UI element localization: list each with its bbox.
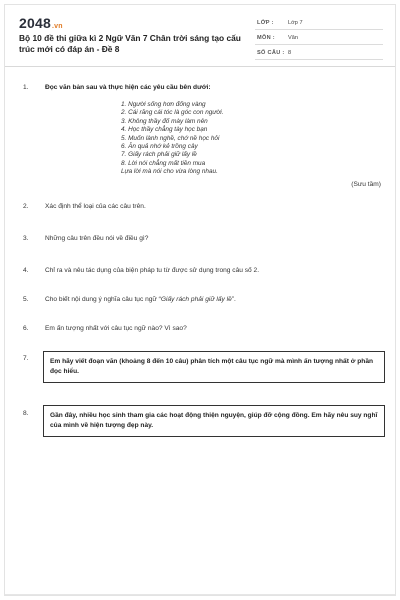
question-number: 3. <box>23 235 29 242</box>
logo-main: 2048 <box>19 15 51 31</box>
worksheet-header <box>5 5 395 67</box>
meta-row-subject <box>255 30 383 45</box>
question-number: 7. <box>23 355 29 362</box>
proverb-line: 6. Ăn quả nhớ kẻ trồng cây <box>121 143 198 151</box>
question-8-box: Gần đây, nhiều học sinh tham gia các hoạt động thiện nguyện, giúp đỡ cộng đồng. Em hãy nêu suy nghĩ của mình về hiện tượng đẹp này. <box>43 405 385 437</box>
meta-row-question-count <box>255 45 383 60</box>
logo-suffix: .vn <box>51 23 63 30</box>
site-logo[interactable] <box>19 15 63 31</box>
meta-label: MÔN : <box>257 35 275 41</box>
proverb-line: 8. Lời nói chẳng mất tiền mua <box>121 159 206 167</box>
proverb-line: 4. Học thầy chẳng tày học bạn <box>121 126 208 134</box>
quoted-proverb: Giấy rách phải giữ lấy lề <box>160 296 232 303</box>
question-text: Xác định thể loại của các câu trên. <box>45 203 146 210</box>
proverb-line: 2. Cái răng cái tóc là góc con người. <box>121 109 224 117</box>
proverb-line: Lựa lời mà nói cho vừa lòng nhau. <box>121 168 218 176</box>
question-number: 4. <box>23 267 29 274</box>
question-text: Chỉ ra và nêu tác dụng của biện pháp tu từ được sử dụng trong câu số 2. <box>45 267 260 274</box>
question-text: Đọc văn bản sau và thực hiện các yêu cầu bên dưới: <box>45 84 211 91</box>
proverb-line: 3. Không thầy đố mày làm nên <box>121 117 208 125</box>
meta-row-grade <box>255 15 383 30</box>
meta-value: Văn <box>288 35 298 41</box>
source-note: (Sưu tầm) <box>351 181 381 188</box>
meta-value: Lớp 7 <box>288 20 303 26</box>
question-number: 5. <box>23 296 29 303</box>
proverb-line: 1. Người sống hơn đống vàng <box>121 101 206 108</box>
question-text-after: ”. <box>231 296 236 303</box>
meta-info <box>255 15 383 60</box>
question-text <box>45 295 236 304</box>
question-text: Những câu trên đều nói về điều gì? <box>45 235 149 242</box>
worksheet-page <box>4 4 396 596</box>
proverb-line: 5. Muốn lành nghề, chớ nề học hỏi <box>121 134 220 142</box>
meta-value: 8 <box>288 50 292 56</box>
page-bottom-rule <box>5 594 395 595</box>
question-number: 6. <box>23 325 29 332</box>
proverb-list <box>121 101 223 177</box>
question-7-box: Em hãy viết đoạn văn (khoảng 8 đến 10 câu) phân tích một câu tục ngữ mà mình ấn tượng nhất ở phần đọc hiểu. <box>43 351 385 383</box>
meta-label: LỚP : <box>257 20 274 26</box>
question-number: 8. <box>23 410 29 417</box>
question-number: 2. <box>23 203 29 210</box>
document-title: Bộ 10 đề thi giữa kì 2 Ngữ Văn 7 Chân trời sáng tạo cấu trúc mới có đáp án - Đề 8 <box>19 33 241 54</box>
meta-label: SỐ CÂU : <box>257 50 285 56</box>
question-text-before: Cho biết nội dung ý nghĩa câu tục ngữ “ <box>45 296 161 303</box>
question-text: Em ấn tượng nhất với câu tục ngữ nào? Vì sao? <box>45 325 187 332</box>
proverb-line: 7. Giấy rách phải giữ lấy lề <box>121 151 197 159</box>
question-number: 1. <box>23 84 29 91</box>
